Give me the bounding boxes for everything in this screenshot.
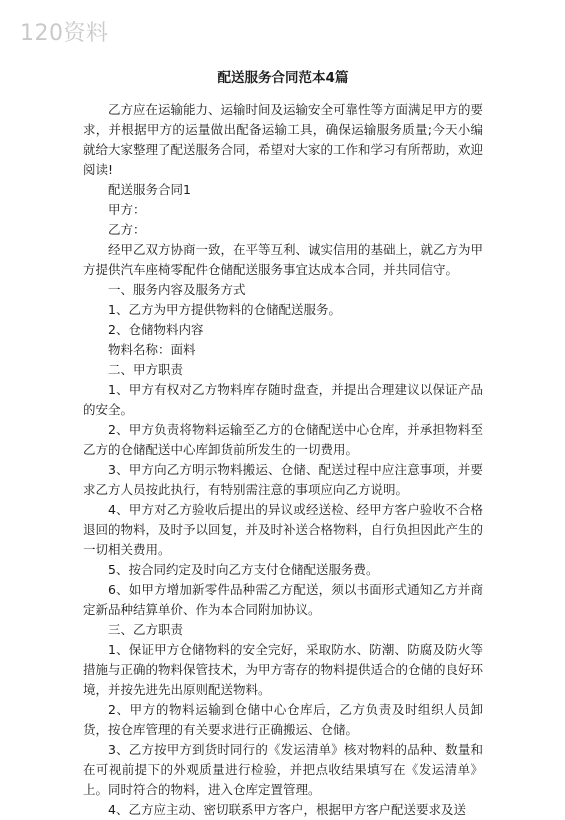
document-body [83,68,483,820]
clause-paragraph: 2、甲方负责将物料运输至乙方的仓储配送中心仓库，并承担物料至乙方的仓储配送中心库卸货前所发生的一切费用。 [83,422,483,457]
intro-paragraph: 乙方应在运输能力、运输时间及运输安全可靠性等方面满足甲方的要求，并根据甲方的运量做出配备运输工具，确保运输服务质量;今天小编就给大家整理了配送服务合同，希望对大家的工作和学习有所帮助，欢迎阅读! [83,102,484,177]
clause-paragraph: 3、乙方按甲方到货时同行的《发运清单》核对物料的品种、数量和在可视前提下的外观质量进行检验，并把点收结果填写在《发运清单》上。同时符合的物料，进入仓库定置管理。 [83,742,483,797]
party-a-line: 甲方： [108,202,146,217]
section-heading: 二、甲方职责 [108,362,184,377]
clause-paragraph: 物料名称：面料 [108,342,196,357]
party-b-line: 乙方： [108,222,146,237]
clause-paragraph: 2、仓储物料内容 [108,322,204,337]
section-heading: 一、服务内容及服务方式 [108,282,246,297]
clause-paragraph: 2、甲方的物料运输到仓储中心仓库后，乙方负责及时组织人员卸货，按仓库管理的有关要求进行正确搬运、仓储。 [83,702,483,737]
clause-paragraph: 1、甲方有权对乙方物料库存随时盘查，并提出合理建议以保证产品的安全。 [83,382,483,417]
clause-paragraph: 4、甲方对乙方验收后提出的异议或经送检、经甲方客户验收不合格退回的物料，及时予以回复，并及时补送合格物料，自行负担因此产生的一切相关费用。 [83,502,484,557]
preamble-paragraph: 经甲乙双方协商一致，在平等互利、诚实信用的基础上，就乙方为甲方提供汽车座椅零配件仓储配送服务事宜达成本合同，并共同信守。 [83,242,484,277]
watermark-logo: 120资料 [20,21,109,46]
contract-heading: 配送服务合同1 [108,182,191,197]
clause-paragraph: 5、按合同约定及时向乙方支付仓储配送服务费。 [108,562,379,577]
clause-paragraph: 4、乙方应主动、密切联系甲方客户，根据甲方客户配送要求及送 [108,802,466,817]
document-title: 配送服务合同范本4篇 [217,70,349,86]
clause-paragraph: 3、甲方向乙方明示物料搬运、仓储、配送过程中应注意事项，并要求乙方人员按此执行，有特别需注意的事项应向乙方说明。 [83,462,483,497]
clause-paragraph: 1、保证甲方仓储物料的安全完好，采取防水、防潮、防腐及防火等措施与正确的物料保管技术，为甲方寄存的物料提供适合的仓储的良好环境，并按先进先出原则配送物料。 [83,642,484,697]
clause-paragraph: 6、如甲方增加新零件品种需乙方配送，须以书面形式通知乙方并商定新品种结算单价、作为本合同附加协议。 [83,582,483,617]
clause-paragraph: 1、乙方为甲方提供物料的仓储配送服务。 [108,302,341,317]
section-heading: 三、乙方职责 [108,622,184,637]
